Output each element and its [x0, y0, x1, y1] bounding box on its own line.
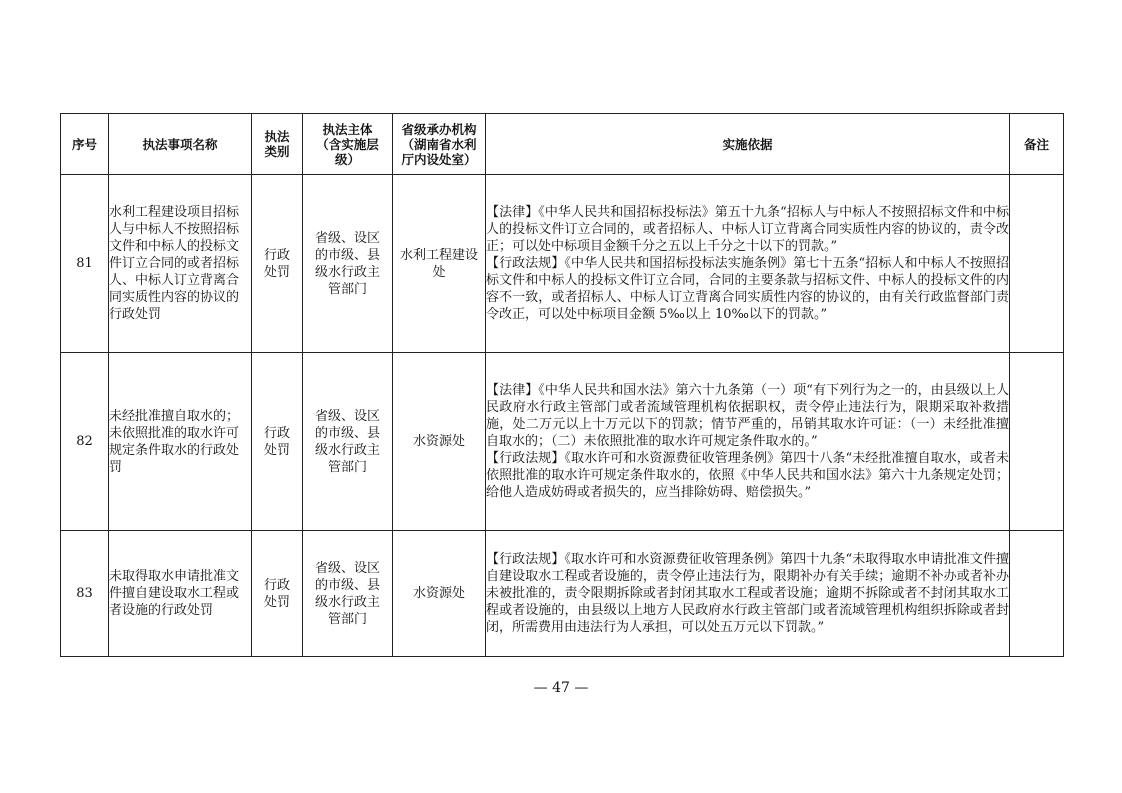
basis-paragraph: 【行政法规】《中华人民共和国招标投标法实施条例》第七十五条“招标人和中标人不按照招标文件和中标人的投标文件订立合同，合同的主要条款与招标文件、中标人的投标文件的内容不一致，或者招标人、中标人订立背离合同实质性内容的协议的，由有关行政监督部门责令改正，可以处中标项目金额 5‰以上 10‰以下的罚款。” [486, 256, 1009, 322]
header-subject: 执法主体（含实施层级） [303, 114, 393, 175]
basis-paragraph: 【法律】《中华人民共和国招标投标法》第五十九条“招标人与中标人不按照招标文件和中标人的投标文件订立合同的，或者招标人、中标人订立背离合同实质性内容的协议的，责令改正；可以处中标项目金额千分之五以上千分之十以下的罚款。” [486, 205, 1009, 254]
row-basis [486, 531, 1010, 657]
header-office: 省级承办机构（湖南省水利厅内设处室） [393, 114, 486, 175]
row-category: 行政处罚 [252, 531, 303, 657]
table-row [61, 531, 1064, 657]
table-row [61, 353, 1064, 531]
basis-paragraph: 【行政法规】《取水许可和水资源费征收管理条例》第四十九条“未取得取水申请批准文件擅自建设取水工程或者设施的，责令停止违法行为，限期补办有关手续；逾期不补办或者补办未被批准的，责令限期拆除或者封闭其取水工程或者设施；逾期不拆除或者不封闭其取水工程或者设施的，由县级以上地方人民政府水行政主管部门或者流域管理机构组织拆除或者封闭，所需费用由违法行为人承担，可以处五万元以下罚款。” [486, 552, 1009, 635]
row-item-name: 未取得取水申请批准文件擅自建设取水工程或者设施的行政处罚 [109, 531, 252, 657]
row-remark [1010, 531, 1064, 657]
header-basis: 实施依据 [486, 114, 1010, 175]
header-index: 序号 [61, 114, 109, 175]
law-enforcement-table [60, 113, 1064, 657]
row-index: 82 [61, 353, 109, 531]
row-subject: 省级、设区的市级、县级水行政主管部门 [303, 531, 393, 657]
row-basis [486, 353, 1010, 531]
header-item-name: 执法事项名称 [109, 114, 252, 175]
row-office: 水资源处 [393, 353, 486, 531]
row-office: 水资源处 [393, 531, 486, 657]
row-index: 83 [61, 531, 109, 657]
row-index: 81 [61, 175, 109, 353]
page-number: — 47 — [533, 680, 589, 696]
header-category: 执法类别 [252, 114, 303, 175]
row-office: 水利工程建设处 [393, 175, 486, 353]
row-category: 行政处罚 [252, 175, 303, 353]
basis-paragraph: 【行政法规】《取水许可和水资源费征收管理条例》第四十八条“未经批准擅自取水，或者未依照批准的取水许可规定条件取水的，依照《中华人民共和国水法》第六十九条规定处罚；给他人造成妨碍或者损失的，应当排除妨碍、赔偿损失。” [486, 451, 1009, 500]
table-row [61, 175, 1064, 353]
row-item-name: 水利工程建设项目招标人与中标人不按照招标文件和中标人的投标文件订立合同的或者招标人、中标人订立背离合同实质性内容的协议的行政处罚 [109, 175, 252, 353]
row-subject: 省级、设区的市级、县级水行政主管部门 [303, 353, 393, 531]
basis-paragraph: 【法律】《中华人民共和国水法》第六十九条第（一）项“有下列行为之一的，由县级以上人民政府水行政主管部门或者流域管理机构依据职权，责令停止违法行为，限期采取补救措施，处二万元以上十万元以下的罚款；情节严重的，吊销其取水许可证：（一）未经批准擅自取水的；（二）未依照批准的取水许可规定条件取水的。” [486, 383, 1009, 449]
row-item-name: 未经批准擅自取水的；未依照批准的取水许可规定条件取水的行政处罚 [109, 353, 252, 531]
row-remark [1010, 175, 1064, 353]
row-remark [1010, 353, 1064, 531]
row-subject: 省级、设区的市级、县级水行政主管部门 [303, 175, 393, 353]
header-remark: 备注 [1010, 114, 1064, 175]
row-basis [486, 175, 1010, 353]
row-category: 行政处罚 [252, 353, 303, 531]
table-header-row [61, 114, 1064, 175]
